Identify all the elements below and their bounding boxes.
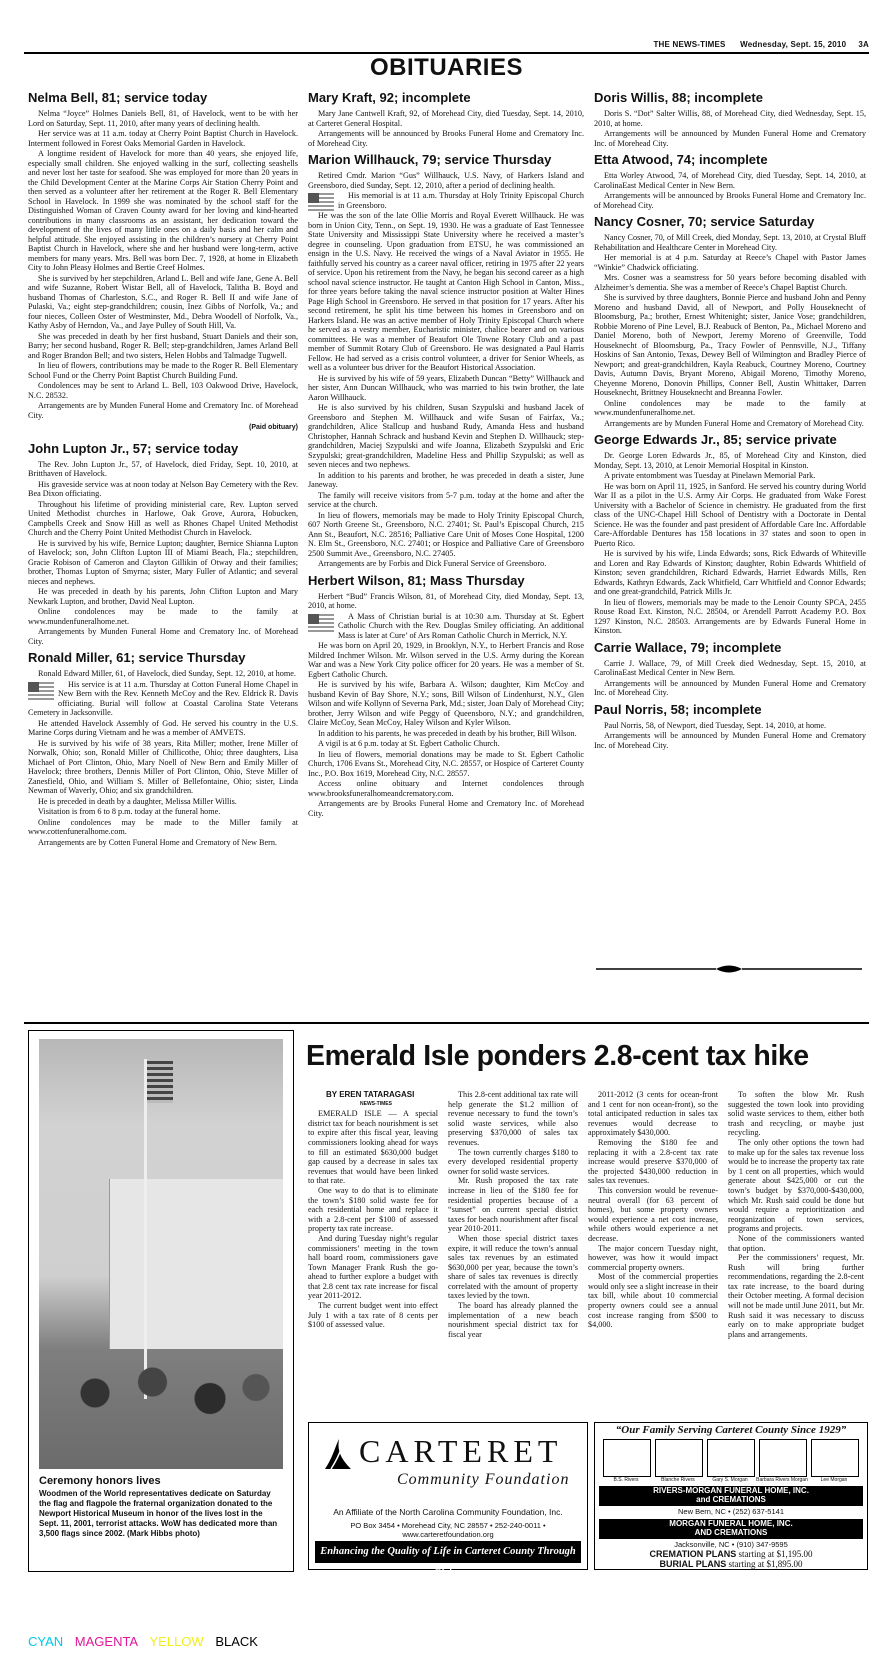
article-column-4 xyxy=(728,1090,864,1339)
obit-paragraph: A vigil is at 6 p.m. today at St. Egbert Catholic Church. xyxy=(318,739,500,748)
article-column-1 xyxy=(308,1090,438,1330)
article-paragraph: Mr. Rush proposed the tax rate increase in lieu of the $180 fee for residential properties because of a “sunset” on current special district taxes for beach nourishment after fiscal year 2010-2011. xyxy=(448,1176,578,1234)
us-flag-icon xyxy=(28,682,54,700)
obit-paragraph: A private entombment was Tuesday at Pinelawn Memorial Park. xyxy=(604,471,816,480)
obit-title: Carrie Wallace, 79; incomplete xyxy=(594,639,782,655)
obit-paragraph: Online condolences may be made to the family at www.mundenfuneralhome.net. xyxy=(28,607,298,626)
portrait-row xyxy=(599,1439,861,1483)
obit-paragraph: In lieu of flowers, memorials may be made to the Lenoir County SPCA, 2455 Rouse Road Ext. Kinston, N.C. 28504, or Arendell Parrott Academy P.O. Box 1297 Kinston, N.C. 28503. Arrangements are by Edwards Funeral Home in Kinston. xyxy=(594,597,866,635)
foundation-logo-icon xyxy=(323,1437,353,1471)
foundation-tagline: Enhancing the Quality of Life in Carteret County Through Giving xyxy=(315,1541,581,1563)
article-paragraph: 2011-2012 (3 cents for ocean-front and 1 cent for non ocean-front), so the total anticipated reduction in sales tax revenues would decrease to approximately $430,000. xyxy=(588,1090,718,1138)
article-column-3 xyxy=(588,1090,718,1330)
obit-paragraph: Arrangements will be announced by Munden Funeral Home and Crematory Inc. of Morehead City. xyxy=(594,678,866,697)
obit-paragraph: Throughout his lifetime of providing ministerial care, Rev. Lupton served United Methodist churches in Harlowe, Oak Grove, Aurora, Hobucken, Campbells Creek and Snow Hill as well as Rhones Chapel United Methodist Church and the Cherry Point United Methodist Church in Havelock. xyxy=(28,499,298,537)
flagpole xyxy=(144,1059,147,1399)
issue-date: Wednesday, Sept. 15, 2010 xyxy=(740,40,847,49)
obit-paragraph: Dr. George Loren Edwards Jr., 85, of Morehead City and Kinston, died Monday, Sept. 13, 2010, at Lenoir Memorial Hospital in Kinston. xyxy=(594,451,866,470)
obit-title: Herbert Wilson, 81; Mass Thursday xyxy=(308,572,525,588)
obit-bell xyxy=(28,90,298,433)
portrait-name: Lee Morgan xyxy=(820,1477,848,1483)
obit-paragraph: His memorial is at 11 a.m. Thursday at Holy Trinity Episcopal Church in Greensboro. xyxy=(338,191,584,210)
article-paragraph: The major concern Tuesday night, however, was how it would impact commercial property owners. xyxy=(588,1243,718,1272)
obit-paragraph: Arrangements will be announced by Munden Funeral Home and Crematory Inc. of Morehead City. xyxy=(594,129,866,148)
obit-column-3 xyxy=(594,86,866,1021)
color-registration-marks xyxy=(28,1634,266,1649)
cremation-plans xyxy=(595,1549,867,1559)
obit-paragraph: Arrangements are by Cotten Funeral Home and Crematory of New Bern. xyxy=(38,837,277,847)
burial-plans xyxy=(595,1559,867,1569)
article-paragraph: To soften the blow Mr. Rush suggested the town look into providing solid waste services to them, either both trash and recycling, or maybe just recycling. xyxy=(728,1090,864,1138)
burial-price: starting at $1,895.00 xyxy=(728,1559,803,1569)
page-header xyxy=(24,40,869,54)
obit-paragraph: Nancy Cosner, 70, of Mill Creek, died Monday, Sept. 13, 2010, at Crystal Bluff Rehabilitation and Healthcare Center in Morehead City. xyxy=(594,233,866,252)
article-paragraph: One way to do that is to eliminate the town’s $180 solid waste fee for each residential home and replace it with a 2.8-cent per $100 of assessed property tax rate increase. xyxy=(308,1185,438,1234)
obit-paragraph: Condolences may be sent to Arland L. Bell, 103 Oakwood Drive, Havelock, N.C. 28532. xyxy=(28,381,298,400)
obit-atwood xyxy=(594,152,866,210)
obit-paragraph: He was born on April 20, 1929, in Brooklyn, N.Y., to Herbert Francis and Rose Mildred Inchmer Wilson. Mr. Wilson served in the U.S. Army during the Korean War and was a New York City police officer for 20 years. He was a member of St. Egbert Catholic Church. xyxy=(308,641,584,679)
obit-paragraph: Visitation is from 6 to 8 p.m. today at the funeral home. xyxy=(38,807,221,816)
ornament-divider xyxy=(596,964,862,974)
obit-title: Marion Willhauck, 79; service Thursday xyxy=(308,152,552,167)
obit-paragraph: He was the son of the late Ollie Morris and Royal Everett Willhauck. He was born in Union City, Tenn., on Sept. 19, 1930. He was a graduate of East Tennessee State University and Mississippi State University where he received a master’s degree in counseling. Upon graduation from ETSU, he was commissioned an ensign in the U.S. Navy. He received the wings of a Naval Aviator in 1955. He faithfully served his country as a career naval officer, retiring in 1975 after 22 years of service. Upon his retirement from the Navy, he began his second career as a high school naval science instructor. He taught at Canton High School in Canton, Miss., for three years before taking the naval science instructor position at Walter Hines Page High School in Greensboro. He served in that position for 17 years. After his second retirement, he split his time between his homes in Greensboro and on Harkers Island. He was an active member of Holy Trinity Episcopal Church where he served as a vestry member, Eucharistic minister, chalice bearer and on various committees. He was a member of Beaufort Ole Towne Rotary Club and a past member of Summit Rotary Club of Greensboro. He was designated a Paul Harris Fellow. He had served as a crisis control volunteer, a driver for Senior Wheels, as well as a volunteer bus driver for the Beaufort Historical Association. xyxy=(308,211,584,372)
portrait xyxy=(759,1439,807,1477)
obit-paragraph: Ronald Edward Miller, 61, of Havelock, died Sunday, Sept. 12, 2010, at home. xyxy=(38,669,296,678)
obit-paragraph: He is survived by his wife, Linda Edwards; sons, Rick Edwards of Whiteville and Loren and Ray Edwards of Kinston; daughter, Robin Edwards Whitfield of Kinston; seven grandchildren, Richard Edwards, Harriet Edwards Mills, Ren Edwards, Kathryn Edwards, Zack Whitfield, Carr Whitfield and Connor Edwards; and one great-grandchild, Patrick Mills Jr. xyxy=(594,549,866,596)
photo-caption xyxy=(39,1475,283,1539)
byline-org: NEWS-TIMES xyxy=(360,1100,392,1107)
obit-paragraph: The family will receive visitors from 5-7 p.m. today at the home and after the service at the church. xyxy=(308,490,584,509)
obit-paragraph: He attended Havelock Assembly of God. He served his country in the U.S. Marine Corps during Vietnam and he was a member of AMVETS. xyxy=(28,718,298,737)
obit-title: Doris Willis, 88; incomplete xyxy=(594,90,763,105)
obit-paragraph: He was preceded in death by his parents, John Clifton Lupton and Mary Newkark Lupton, and brother, David Neal Lupton. xyxy=(28,587,298,606)
funeral-home-2 xyxy=(599,1519,863,1539)
header-line xyxy=(653,40,869,49)
museum-building xyxy=(109,1179,283,1349)
obit-paragraph: Mrs. Cosner was a seamstress for 50 years before becoming disabled with Alzheimer’s dementia. She was a member of Reece’s Chapel Baptist Church. xyxy=(594,273,866,292)
article-paragraph: The only other options the town had to make up for the sales tax revenue loss would be to increase the property tax rate by 1 cent on all properties, which would generate about $425,000 or cut the town’s budget by $370,000-$430,000, which Mr. Rush said could be done but would require a reprioritization and reorganization of town services, programs and projects. xyxy=(728,1137,864,1234)
obit-paragraph: He is survived by his wife of 59 years, Elizabeth Duncan “Betty” Willhauck and her sister, Ann Duncan Willhauck, who was married to his twin brother, the late Aaron Willhauck. xyxy=(308,373,584,402)
obit-paragraph: His graveside service was at noon today at Nelson Bay Cemetery with the Rev. Bea Dixon officiating. xyxy=(28,479,298,498)
obit-paragraph: Her service was at 11 a.m. today at Cherry Point Baptist Church in Havelock. Interment followed in Forest Oaks Memorial Garden in Havelock. xyxy=(28,129,298,148)
funeral-home-2-location: Jacksonville, NC • (910) 347-9595 xyxy=(674,1540,788,1549)
funeral-home-1 xyxy=(599,1486,863,1506)
portrait-name: Barbara Rivers Morgan xyxy=(756,1477,808,1483)
caption-body: Woodmen of the World representatives dedicate on Saturday the flag and flagpole the fraternal organization donated to the Newport Historical Museum in honor of the lives lost in the Sept. 11, 2001, terrorist attacks. WoW has dedicated more than 3,500 flags since 2002. (Mark Hibbs photo) xyxy=(39,1489,278,1538)
obit-kraft xyxy=(308,90,584,148)
carteret-foundation-ad xyxy=(308,1422,588,1579)
funeral-slogan: “Our Family Serving Carteret County Since 1929” xyxy=(615,1424,847,1436)
article-column-2 xyxy=(448,1090,578,1339)
obit-title: Etta Atwood, 74; incomplete xyxy=(594,152,768,167)
obit-paragraph: He is survived by his wife of 38 years, Rita Miller; mother, Irene Miller of Norwalk, Ohio; son, Ronald Miller of Chillicothe, Ohio; three daughters, Lisa Michael of Port Clinton, Ohio, Mary Noell of New Bern and Emily Miller of Havelock; three brothers, Dennis Miller of Port Clinton, Ohio, Steve Miller of Zanesfield, Ohio, and William S. Miller of Bellefontaine, Ohio; sister, Linda Newman of Waverly, Ohio; and six grandchildren. xyxy=(28,738,298,795)
portrait xyxy=(811,1439,859,1477)
black-mark: BLACK xyxy=(215,1634,258,1649)
section-rule xyxy=(24,1022,869,1024)
obit-paragraph: He was born on April 11, 1925, in Sanford. He served his country during World War II as a pilot in the U.S. Army Air Corps. He graduated from Wake Forest University with a Bachelor of Science in chemistry. He graduated from the first class of the UNC-Chapel Hill School of Dentistry with a Doctorate in Dental Science. He was the founder and past president of Affordable Care Inc. Affordable Care-Affordable Dentures has 158 locations in 37 states and soon to open in Puerto Rico. xyxy=(594,481,866,548)
paid-obituary-label: (Paid obituary) xyxy=(248,424,298,431)
page-number: 3A xyxy=(858,40,869,49)
article-paragraph: The town currently charges $180 to every developed residential property owner for solid waste services. xyxy=(448,1147,578,1176)
obit-paragraph: Arrangements will be announced by Munden Funeral Home and Crematory Inc. of Morehead City. xyxy=(594,731,866,750)
obit-paragraph: In addition to his parents and brother, he was preceded in death a sister, June Janeway. xyxy=(308,470,584,489)
article-paragraph: And during Tuesday night’s regular commissioners’ meeting in the town hall board room, commissioners gave Town Manager Frank Rush the go-ahead to further explore a budget with that 2.8 cent tax rate increase for fiscal year 2011-2012. xyxy=(308,1233,438,1301)
article-paragraph: None of the commissioners wanted that option. xyxy=(728,1233,864,1253)
obit-paragraph: Arrangements are by Brooks Funeral Home and Crematory Inc. of Morehead City. xyxy=(308,799,584,818)
obit-norris xyxy=(594,702,866,751)
article-col1-text xyxy=(308,1109,438,1330)
obit-title: John Lupton Jr., 57; service today xyxy=(28,440,239,456)
obit-paragraph: In lieu of flowers, contributions may be made to the Roger R. Bell Elementary School Fund or the Cherry Point Baptist Church Building Fund. xyxy=(28,361,298,380)
obit-paragraph: In addition to his parents, he was preceded in death by his brother, Bill Wilson. xyxy=(318,728,577,738)
obit-paragraph: Her memorial is at 4 p.m. Saturday at Reece’s Chapel with Pastor James “Winkie” Chadwick officiating. xyxy=(594,253,866,272)
foundation-affiliate: An Affiliate of the North Carolina Community Foundation, Inc. xyxy=(333,1507,563,1517)
obit-willis xyxy=(594,90,866,148)
obit-paragraph: Paul Norris, 58, of Newport, died Tuesday, Sept. 14, 2010, at home. xyxy=(604,720,827,730)
article-paragraph: This conversion would be revenue-neutral overall (for 63 percent of homes), but some property owners would experience a net cost increase, while others would experience a net decrease. xyxy=(588,1185,718,1243)
byline: BY EREN TATARAGASI xyxy=(326,1090,415,1099)
article-paragraph: This 2.8-cent additional tax rate will help generate the $1.2 million of revenue necessary to fund the town’s solid waste services, while also preserving $370,000 of sales tax revenues. xyxy=(448,1090,578,1147)
obit-paragraph: Doris S. “Dot” Salter Willis, 88, of Morehead City, died Wednesday, Sept. 15, 2010, at home. xyxy=(594,109,866,128)
portrait xyxy=(707,1439,755,1477)
obit-title: Nelma Bell, 81; service today xyxy=(28,90,208,105)
obit-paragraph: Online condolences may be made to the family at www.mundenfuneralhome.net. xyxy=(594,398,866,417)
obit-paragraph: Carrie J. Wallace, 79, of Mill Creek died Wednesday, Sept. 15, 2010, at CarolinaEast Medical Center in New Bern. xyxy=(594,658,866,677)
photo-feature xyxy=(28,1030,294,1572)
obit-paragraph: A longtime resident of Havelock for more than 40 years, she enjoyed life, especially small children. She enjoyed walking in the surf, collecting seashells and never lost her taste for seafood. She was employed for more than 20 years in the Child Development Center at the Marine Corps Air Station Cherry Point and then served as a volunteer after her retirement at the Roger R. Bell Elementary School in Havelock. In 1999 she was nominated by the school staff for the Distinguished Woman of Craven County award for her loving and kind-hearted contributions in many classrooms as an assistant, her dedication toward the development of the lives of many little ones on a daily basis and her calm and helpful attitude. She enjoyed assisting in the children’s nursery at Cherry Point Baptist Church in Havelock, where she and her husband were long-term, active members for many years. Mrs. Bell was born Dec. 7, 1928, at home in Elizabeth City to John Pleasy Holmes and Bertie Creef Holmes. xyxy=(28,149,298,272)
crowd xyxy=(49,1349,279,1459)
obit-paragraph: Arrangements are by Munden Funeral Home and Crematory Inc. of Morehead City. xyxy=(28,401,298,420)
foundation-subtitle: Community Foundation xyxy=(397,1471,570,1488)
obit-lupton xyxy=(28,441,298,647)
obit-title: Ronald Miller, 61; service Thursday xyxy=(28,650,246,665)
obit-paragraph: Online condolences may be made to the Miller family at www.cottenfuneralhome.com. xyxy=(28,817,298,836)
article-paragraph: When those special district taxes expire, it will reduce the town’s annual sales tax revenues by an estimated $630,000 per year, because the town’s share of sales tax revenues is directly correlated with the amount of property taxes levied by the town. xyxy=(448,1233,578,1301)
obit-paragraph: Arrangements are by Forbis and Dick Funeral Service of Greensboro. xyxy=(318,559,547,568)
obit-paragraph: Nelma “Joyce” Holmes Daniels Bell, 81, of Havelock, went to be with her Lord on Saturday, Sept. 11, 2010, after many years of declining health. xyxy=(28,109,298,128)
funeral-home-1-name: RIVERS-MORGAN FUNERAL HOME, INC. xyxy=(653,1486,809,1495)
us-flag-icon xyxy=(308,193,334,211)
obit-title: Nancy Cosner, 70; service Saturday xyxy=(594,214,815,229)
caption-title: Ceremony honors lives xyxy=(39,1475,161,1487)
obit-willhauck xyxy=(308,152,584,569)
burial-label: BURIAL PLANS xyxy=(659,1559,727,1569)
obit-paragraph: The Rev. John Lupton Jr., 57, of Havelock, died Friday, Sept. 10, 2010, at Britthaven of Havelock. xyxy=(28,459,298,478)
funeral-home-1-location: New Bern, NC • (252) 637-5141 xyxy=(677,1507,784,1516)
obit-wallace xyxy=(594,640,866,698)
obit-paragraph: His service is at 11 a.m. Thursday at Cotton Funeral Home Chapel in New Bern with the Rev. Kenneth McCoy and the Rev. Eldrick R. Davis officiating. Burial will follow at Coastal Carolina State Veterans Cemetery in Jacksonville. xyxy=(28,679,298,717)
obit-paragraph: He is preceded in death by a daughter, Melissa Miller Willis. xyxy=(38,796,237,806)
portrait-name: Gary S. Morgan xyxy=(712,1477,748,1483)
portrait-name: Blanche Rivers xyxy=(661,1477,695,1483)
us-flag-icon xyxy=(147,1061,173,1103)
obit-title: Mary Kraft, 92; incomplete xyxy=(308,90,471,105)
portrait xyxy=(655,1439,703,1477)
obit-paragraph: She is survived by her stepchildren, Arland L. Bell and wife Jane, Gene A. Bell and wife Suzanne, Robert Wistar Bell, all of Havelock, Talitha B. Boyd and husband Thomas of Charleston, S.C., and Roger R. Bell II and wife Jane of Pulaski, Va.; eight step-grandchildren; cousin, Inez Gibbs of Norfolk, Va.; and four nieces, Colleen Oster of Westminster, Md., Debra Woodell of Norfolk, Va., Kathy Asby of Herndon, Va., and Jaye Pulley of South Hill, Va. xyxy=(28,273,298,330)
yellow-mark: YELLOW xyxy=(149,1634,204,1649)
article-paragraph: EMERALD ISLE — A special district tax for beach nourishment is set to expire after this fiscal year, leaving commissioners looking ahead for ways to fill an estimated $630,000 budget gap caused by a decrease in sales tax revenues that would have been linked to that rate. xyxy=(308,1109,438,1186)
obit-paragraph: A Mass of Christian burial is at 10:30 a.m. Thursday at St. Egbert Catholic Church with the Rev. Douglas Smiley officiating. An additional Mass is later at Cure’ of Ars Roman Catholic Church in Merrick, N.Y. xyxy=(338,611,584,640)
article-paragraph: Most of the commercial properties would only see a slight increase in their tax bill, while about 10 commercial property owners could see a annual cost increase ranging from $500 to $4,000. xyxy=(588,1272,718,1330)
obit-paragraph: She was preceded in death by her first husband, Stuart Daniels and their son, Barry; her second husband, Roger R. Bell; step-grandchildren, James Arland Bell and Roger Brandon Bell; and two sisters, Helen Hobbs and Talmadge Tugwell. xyxy=(28,331,298,360)
magenta-mark: MAGENTA xyxy=(74,1634,139,1649)
article-headline: Emerald Isle ponders 2.8-cent tax hike xyxy=(306,1040,809,1072)
obit-cosner xyxy=(594,214,866,428)
funeral-home-2-sub: AND CREMATIONS xyxy=(694,1528,768,1537)
obit-paragraph: In lieu of flowers, memorial donations may be made to St. Egbert Catholic Church, 1706 Evans St., Morehead City, N.C. 28557, or Hospice of Carteret County Inc., P.O. Box 1619, Morehead City, N.C. 28557. xyxy=(308,749,584,778)
obit-title: Paul Norris, 58; incomplete xyxy=(594,701,762,717)
obit-column-2 xyxy=(308,86,584,1021)
article-paragraph: Per the commissioners’ request, Mr. Rush will bring further recommendations, regarding the 2.8-cent tax rate increase, to the board during their October meeting. A formal decision will not be made until June 2011, but Mr. Rush said it was necessary to discuss early on to make appropriate budget plans and arrangements. xyxy=(728,1253,864,1339)
obit-miller xyxy=(28,650,298,847)
funeral-home-ad xyxy=(594,1422,868,1570)
us-flag-icon xyxy=(308,614,334,632)
obit-paragraph: Arrangements will be announced by Brooks Funeral Home and Crematory Inc. of Morehead City. xyxy=(308,129,584,148)
foundation-address: PO Box 3454 • Morehead City, NC 28557 • 252-240-0011 • www.carteretfoundation.org xyxy=(350,1521,546,1539)
obit-paragraph: Arrangements by Munden Funeral Home and Crematory Inc. of Morehead City. xyxy=(28,627,298,646)
cremation-price: starting at $1,195.00 xyxy=(738,1549,813,1559)
obit-paragraph: Arrangements will be announced by Brooks Funeral Home and Crematory Inc. of Morehead City. xyxy=(594,191,866,210)
obit-edwards xyxy=(594,432,866,636)
cremation-label: CREMATION PLANS xyxy=(649,1549,737,1559)
funeral-home-2-name: MORGAN FUNERAL HOME, INC. xyxy=(669,1519,793,1528)
portrait-name: B.S. Rivers xyxy=(613,1477,639,1483)
obit-paragraph: Access online obituary and Internet condolences through www.brooksfuneralhomeandcrematory.com. xyxy=(308,779,584,798)
obit-paragraph: He is survived by his wife, Barbara A. Wilson; daughter, Kim McCoy and husband Kevin of Bay Shore, N.Y.; sons, Bill Wilson of Lindenhurst, N.Y., Glen Wilson and wife Kollynn of Severna Park, Md.; sister, Joan Daly of Morehead City; brother, Jerry Wilson and wife Peggy of Queensboro, N.Y.; and grandchildren, Claire McCoy, Sean McCoy, Haley Wilson and Kyler Wilson. xyxy=(308,680,584,727)
obit-column-1 xyxy=(28,86,298,1021)
obit-title: George Edwards Jr., 85; service private xyxy=(594,432,837,447)
obit-paragraph: In lieu of flowers, memorials may be made to Holy Trinity Episcopal Church, 607 North Greene St., Greensboro, N.C. 27401; St. Paul’s Episcopal Church, 215 Ann St., Beaufort, N.C. 28516; Palliative Care Unit of Moses Cone Hospital, 1200 N. Elm St., Greensboro, N.C. 27401; or Hospice and Palliative Care of Greensboro 2500 Summit Ave., Greensboro, N.C. 27405. xyxy=(308,510,584,558)
portrait xyxy=(603,1439,651,1477)
obit-paragraph: She is survived by three daughters, Bonnie Pierce and husband John and Penny Moreno and husband David, all of Newport, and Polly Houseknecht of Bloomsburg, Pa.; brother, Ernest Whitenight; sister, Janice Vose; grandchildren, Robbie Moreno of Pine Level, B.J. Reabuck of Benton, Pa., Michael Moreno and Daniel Moreno, both of Newport, Jeremy Moreno of Greenville, Todd Houseknecht of Bloomsburg, Pa., Tracy Fowler of Pennsville, N.J., Tiffany Hoskins of San Antonio, Texas, Dewey Bell of Wilmington and Bradley Pierce of Newport; and great-grandchildren, Kayla Reabuck, Courtney Moreno, Courtney Davis, Autumn Davis, Bryant Moreno, Abigail Moreno, Timothy Moreno, Cheyenne Moreno, Donovin Phillips, Conner Bell, Austin Whittaker, Darren Houseknecht, Brittney Houseknecht and Breanna Fowler. xyxy=(594,293,866,397)
ceremony-photo xyxy=(39,1039,283,1469)
article-paragraph: The current budget went into effect July 1 with a tax rate of 8 cents per $100 of assessed value. xyxy=(308,1301,438,1330)
article-paragraph: Removing the $180 fee and replacing it with a 2.8-cent tax rate increase would preserve $370,000 of the projected $430,000 reduction in sales tax revenues. xyxy=(588,1137,718,1186)
foundation-name: CARTERET xyxy=(359,1433,563,1469)
obit-paragraph: Retired Cmdr. Marion “Gus” Willhauck, U.S. Navy, of Harkers Island and Greensboro, died Sunday, Sept. 12, 2010, after a period of declining health. xyxy=(308,171,584,190)
article-paragraph: The board has already planned the implementation of a new beach nourishment special district tax for fiscal year xyxy=(448,1301,578,1339)
funeral-home-1-sub: and CREMATIONS xyxy=(696,1495,766,1504)
cyan-mark: CYAN xyxy=(28,1634,64,1649)
obit-paragraph: Etta Worley Atwood, 74, of Morehead City, died Tuesday, Sept. 14, 2010, at CarolinaEast Medical Center in New Bern. xyxy=(594,171,866,190)
obit-paragraph: Mary Jane Cantwell Kraft, 92, of Morehead City, died Tuesday, Sept. 14, 2010, at Carteret General Hospital. xyxy=(308,109,584,128)
obit-paragraph: Arrangements are by Munden Funeral Home and Crematory of Morehead City. xyxy=(604,418,864,428)
obit-paragraph: He is also survived by his children, Susan Szypulski and husband Jacek of Greensboro and Stephen M. Willhauck and wife Susan of Fairfax, Va.; grandchildren, Alice Stallcup and husband Rudy, Amanda Hess and husband Christopher, Hannah Schrack and husband Kevin and Stephen D. Willhauck; step-grandchildren, Maciej Szypulski and wife Joanna, Elizabeth Szypulski and Eric Szypulski; great-grandchildren, Madeline Hess and Phillip Szypulski; as well as seven nieces and two nephews. xyxy=(308,403,584,469)
section-title: OBITUARIES xyxy=(369,54,523,81)
paper-name: THE NEWS-TIMES xyxy=(653,40,726,49)
obit-paragraph: Herbert “Bud” Francis Wilson, 81, of Morehead City, died Monday, Sept. 13, 2010, at home. xyxy=(308,591,584,610)
obit-wilson xyxy=(308,573,584,819)
obit-paragraph: He is survived by his wife, Bernice Lupton; daughter, Bernice Shianna Lupton of Havelock; son, John Clifton Lupton III of Miami Beach, Fla.; stepchildren, Gracie Robison of Cameron and Clayton Gillikin of Otway and their families; brother, Thomas Lupton of Smyrna; sister, Mary Fuller of Atlantic; and several nieces and nephews. xyxy=(28,538,298,586)
